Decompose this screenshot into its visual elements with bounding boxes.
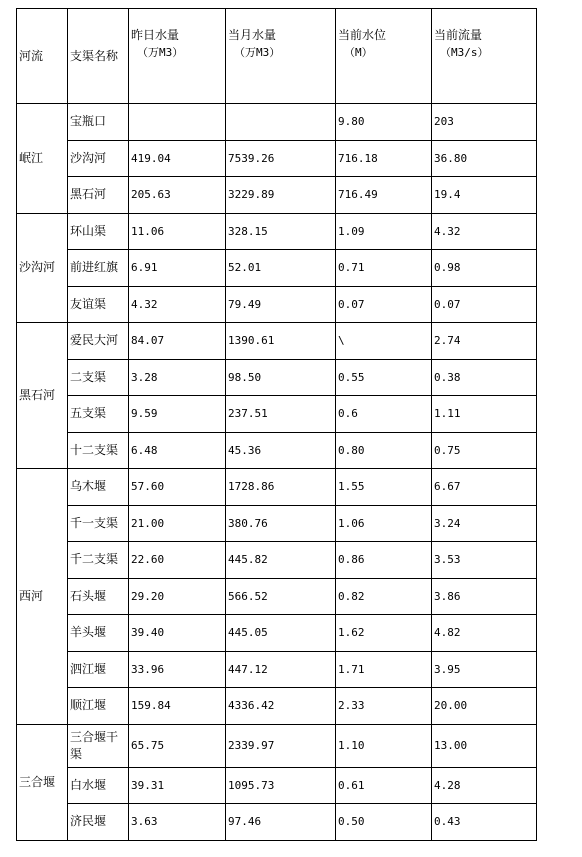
level-cell: 0.55: [336, 359, 432, 396]
level-cell: 0.80: [336, 432, 432, 469]
month-cell: 2339.97: [226, 724, 336, 767]
canal-cell: 环山渠: [68, 213, 129, 250]
level-cell: 0.61: [336, 767, 432, 804]
yesterday-cell: 65.75: [129, 724, 226, 767]
header-level-unit: （M）: [344, 46, 373, 59]
month-cell: 45.36: [226, 432, 336, 469]
table-row: [17, 542, 537, 579]
header-level-label: 当前水位: [338, 28, 387, 42]
yesterday-cell: 39.40: [129, 615, 226, 652]
flow-cell: 3.95: [432, 651, 537, 688]
yesterday-cell: 4.32: [129, 286, 226, 323]
table-row: [17, 578, 537, 615]
month-cell: 1390.61: [226, 323, 336, 360]
canal-cell: 五支渠: [68, 396, 129, 433]
flow-cell: 1.11: [432, 396, 537, 433]
yesterday-cell: 3.28: [129, 359, 226, 396]
yesterday-cell: 9.59: [129, 396, 226, 433]
table-row: [17, 804, 537, 841]
yesterday-cell: 33.96: [129, 651, 226, 688]
canal-cell: 前进红旗: [68, 250, 129, 287]
river-cell: 黑石河: [17, 323, 68, 469]
table-row: [17, 688, 537, 725]
month-cell: 1095.73: [226, 767, 336, 804]
yesterday-cell: [129, 104, 226, 141]
level-cell: 0.50: [336, 804, 432, 841]
level-cell: 0.71: [336, 250, 432, 287]
header-row: [17, 9, 537, 104]
month-cell: 98.50: [226, 359, 336, 396]
level-cell: 1.71: [336, 651, 432, 688]
month-cell: 4336.42: [226, 688, 336, 725]
level-cell: \: [336, 323, 432, 360]
level-cell: 0.6: [336, 396, 432, 433]
canal-cell: 千二支渠: [68, 542, 129, 579]
level-cell: 716.18: [336, 140, 432, 177]
canal-cell: 宝瓶口: [68, 104, 129, 141]
table-row: [17, 213, 537, 250]
table-row: [17, 615, 537, 652]
yesterday-cell: 22.60: [129, 542, 226, 579]
flow-cell: 13.00: [432, 724, 537, 767]
yesterday-cell: 21.00: [129, 505, 226, 542]
month-cell: 97.46: [226, 804, 336, 841]
header-flow-unit: （M3/s）: [440, 46, 489, 59]
header-month-label: 当月水量: [228, 28, 277, 42]
flow-cell: 0.98: [432, 250, 537, 287]
header-yesterday-unit: （万M3）: [137, 46, 184, 59]
table-row: [17, 724, 537, 767]
yesterday-cell: 11.06: [129, 213, 226, 250]
level-cell: 0.82: [336, 578, 432, 615]
river-cell: 岷江: [17, 104, 68, 214]
header-flow: [432, 9, 537, 104]
level-cell: 716.49: [336, 177, 432, 214]
flow-cell: 0.43: [432, 804, 537, 841]
flow-cell: 4.32: [432, 213, 537, 250]
flow-cell: 20.00: [432, 688, 537, 725]
table-row: [17, 250, 537, 287]
level-cell: 0.07: [336, 286, 432, 323]
flow-cell: 4.82: [432, 615, 537, 652]
flow-cell: 3.24: [432, 505, 537, 542]
level-cell: 1.55: [336, 469, 432, 506]
header-flow-label: 当前流量: [434, 28, 483, 42]
table-row: [17, 286, 537, 323]
yesterday-cell: 205.63: [129, 177, 226, 214]
month-cell: 445.05: [226, 615, 336, 652]
header-yesterday-label: 昨日水量: [131, 28, 180, 42]
month-cell: 52.01: [226, 250, 336, 287]
table-row: [17, 432, 537, 469]
yesterday-cell: 419.04: [129, 140, 226, 177]
river-cell: 三合堰: [17, 724, 68, 840]
flow-cell: 0.38: [432, 359, 537, 396]
flow-cell: 203: [432, 104, 537, 141]
flow-cell: 0.07: [432, 286, 537, 323]
canal-cell: 爱民大河: [68, 323, 129, 360]
flow-cell: 19.4: [432, 177, 537, 214]
table-row: [17, 505, 537, 542]
level-cell: 9.80: [336, 104, 432, 141]
level-cell: 1.09: [336, 213, 432, 250]
canal-cell: 白水堰: [68, 767, 129, 804]
table-row: [17, 469, 537, 506]
table-row: [17, 140, 537, 177]
flow-cell: 2.74: [432, 323, 537, 360]
yesterday-cell: 84.07: [129, 323, 226, 360]
flow-cell: 3.53: [432, 542, 537, 579]
yesterday-cell: 159.84: [129, 688, 226, 725]
level-cell: 1.10: [336, 724, 432, 767]
table-row: [17, 767, 537, 804]
table-row: [17, 104, 537, 141]
month-cell: 566.52: [226, 578, 336, 615]
level-cell: 2.33: [336, 688, 432, 725]
yesterday-cell: 57.60: [129, 469, 226, 506]
level-cell: 1.06: [336, 505, 432, 542]
canal-cell: 千一支渠: [68, 505, 129, 542]
canal-cell: 乌木堰: [68, 469, 129, 506]
canal-cell: 羊头堰: [68, 615, 129, 652]
table-body: [17, 9, 537, 841]
canal-cell: 沙沟河: [68, 140, 129, 177]
header-level: [336, 9, 432, 104]
month-cell: 447.12: [226, 651, 336, 688]
table-row: [17, 359, 537, 396]
canal-cell: 三合堰干渠: [68, 724, 129, 767]
water-data-table: [16, 8, 537, 841]
level-cell: 1.62: [336, 615, 432, 652]
level-cell: 0.86: [336, 542, 432, 579]
month-cell: 79.49: [226, 286, 336, 323]
canal-cell: 黑石河: [68, 177, 129, 214]
canal-cell: 泗江堰: [68, 651, 129, 688]
month-cell: 328.15: [226, 213, 336, 250]
canal-cell: 顺江堰: [68, 688, 129, 725]
month-cell: 380.76: [226, 505, 336, 542]
month-cell: 3229.89: [226, 177, 336, 214]
canal-cell: 济民堰: [68, 804, 129, 841]
table-row: [17, 396, 537, 433]
flow-cell: 4.28: [432, 767, 537, 804]
month-cell: 445.82: [226, 542, 336, 579]
river-cell: 沙沟河: [17, 213, 68, 323]
flow-cell: 36.80: [432, 140, 537, 177]
flow-cell: 0.75: [432, 432, 537, 469]
header-canal: 支渠名称: [68, 9, 129, 104]
header-month: [226, 9, 336, 104]
table-row: [17, 323, 537, 360]
yesterday-cell: 3.63: [129, 804, 226, 841]
table-row: [17, 651, 537, 688]
canal-cell: 二支渠: [68, 359, 129, 396]
header-month-unit: （万M3）: [234, 46, 281, 59]
yesterday-cell: 29.20: [129, 578, 226, 615]
month-cell: [226, 104, 336, 141]
canal-cell: 石头堰: [68, 578, 129, 615]
flow-cell: 6.67: [432, 469, 537, 506]
river-cell: 西河: [17, 469, 68, 725]
month-cell: 237.51: [226, 396, 336, 433]
month-cell: 1728.86: [226, 469, 336, 506]
header-river: 河流: [17, 9, 68, 104]
month-cell: 7539.26: [226, 140, 336, 177]
flow-cell: 3.86: [432, 578, 537, 615]
header-yesterday: [129, 9, 226, 104]
canal-cell: 友谊渠: [68, 286, 129, 323]
table-row: [17, 177, 537, 214]
canal-cell: 十二支渠: [68, 432, 129, 469]
yesterday-cell: 39.31: [129, 767, 226, 804]
yesterday-cell: 6.91: [129, 250, 226, 287]
yesterday-cell: 6.48: [129, 432, 226, 469]
